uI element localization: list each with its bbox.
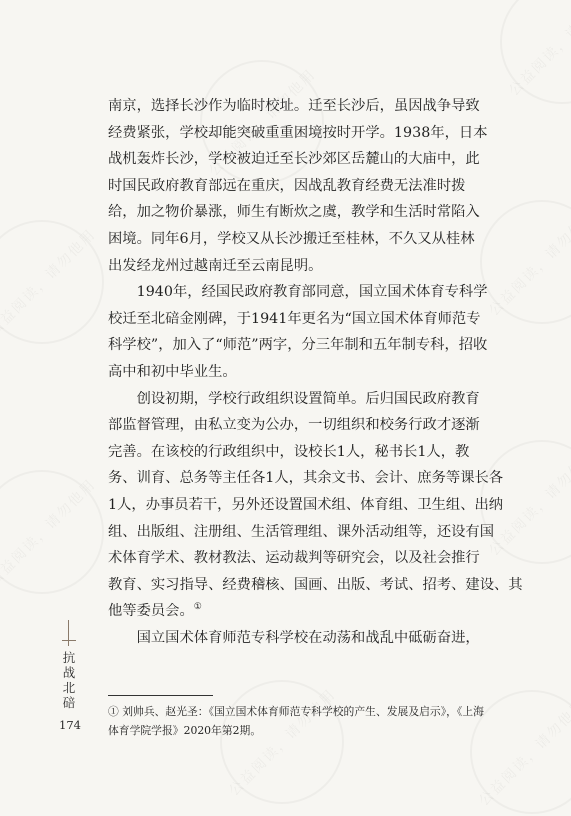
text-line-content: 他等委员会。 [108, 603, 194, 620]
text-line: 时国民政府教育部远在重庆，因战乱教育经费无法准时拨 [108, 177, 466, 194]
text-line: 教育、实习指导、经费稽核、国画、出版、考试、招考、建设、其 [108, 576, 523, 593]
footnote-line: ① 刘帅兵、赵光圣：《国立国术体育师范专科学校的产生、发展及启示》，《上海 [108, 705, 484, 718]
text-line: 南京，选择长沙作为临时校址。迁至长沙后，虽因战争导致 [108, 98, 480, 114]
paragraph [108, 625, 478, 652]
footnote-line: 体育学院学报》2020年第2期。 [108, 724, 262, 737]
text-line: 校迁至北碚金刚碑，于1941年更名为“国立国术体育师范专 [108, 310, 481, 327]
text-line: 术体育学术、教材教法、运动裁判等研究会，以及社会推行 [108, 550, 480, 567]
body-text [108, 93, 523, 651]
footnote [108, 702, 484, 740]
text-line: 1940年，经国民政府教育部同意，国立国术体育专科学 [136, 284, 488, 301]
text-line: 经费紧张，学校却能突破重重困境按时开学。1938年，日本 [108, 124, 488, 141]
text-line: 国立国术体育师范专科学校在动荡和战乱中砥砺奋进， [136, 629, 480, 646]
text-line: 高中和初中毕业生。 [108, 363, 237, 380]
page-number: 174 [59, 718, 81, 732]
text-line: 1人，办事员若干，另外还设置国术组、体育组、卫生组、出纳 [108, 496, 504, 513]
paragraph [108, 386, 523, 625]
running-title-char: 碚 [62, 695, 76, 710]
text-line: 创设初期，学校行政组织设置简单。后归国民政府教育 [136, 390, 480, 407]
text-line: 出发经龙州过越南迁至云南昆明。 [108, 257, 323, 274]
running-title-char: 北 [62, 680, 76, 695]
text-line: 部监督管理，由私立变为公办，一切组织和校务行政才逐渐 [108, 417, 480, 434]
watermark [480, 200, 571, 324]
text-line: 组、出版组、注册组、生活管理组、课外活动组等，还设有国 [108, 523, 495, 540]
running-title-char: 战 [62, 665, 76, 680]
paragraph [108, 93, 488, 279]
footnote-reference[interactable]: ① [193, 602, 202, 613]
running-title-char: 抗 [62, 650, 76, 665]
text-line: 务、训育、总务等主任各1人，其余文书、会计、庶务等课长各 [108, 470, 504, 487]
running-title [58, 650, 80, 710]
text-line: 科学校”，加入了“师范”两字，分三年制和五年制专科，招收 [108, 337, 488, 354]
text-line [108, 598, 478, 625]
watermark [0, 470, 104, 594]
side-ornament-mark [62, 640, 76, 647]
watermark [220, 680, 344, 804]
text-line: 给，加之物价暴涨，师生有断炊之虞，教学和生活时常陷入 [108, 204, 480, 221]
watermark [500, 0, 571, 104]
text-line: 战机轰炸长沙，学校被迫迁至长沙郊区岳麓山的大庙中，此 [108, 151, 480, 168]
text-line: 完善。在该校的行政组织中，设校长1人，秘书长1人，教 [108, 443, 470, 460]
footnote-divider [108, 695, 213, 696]
watermark [0, 220, 104, 344]
paragraph [108, 279, 488, 385]
text-line: 困境。同年6月，学校又从长沙搬迁至桂林，不久又从桂林 [108, 230, 475, 247]
watermark [470, 690, 571, 814]
